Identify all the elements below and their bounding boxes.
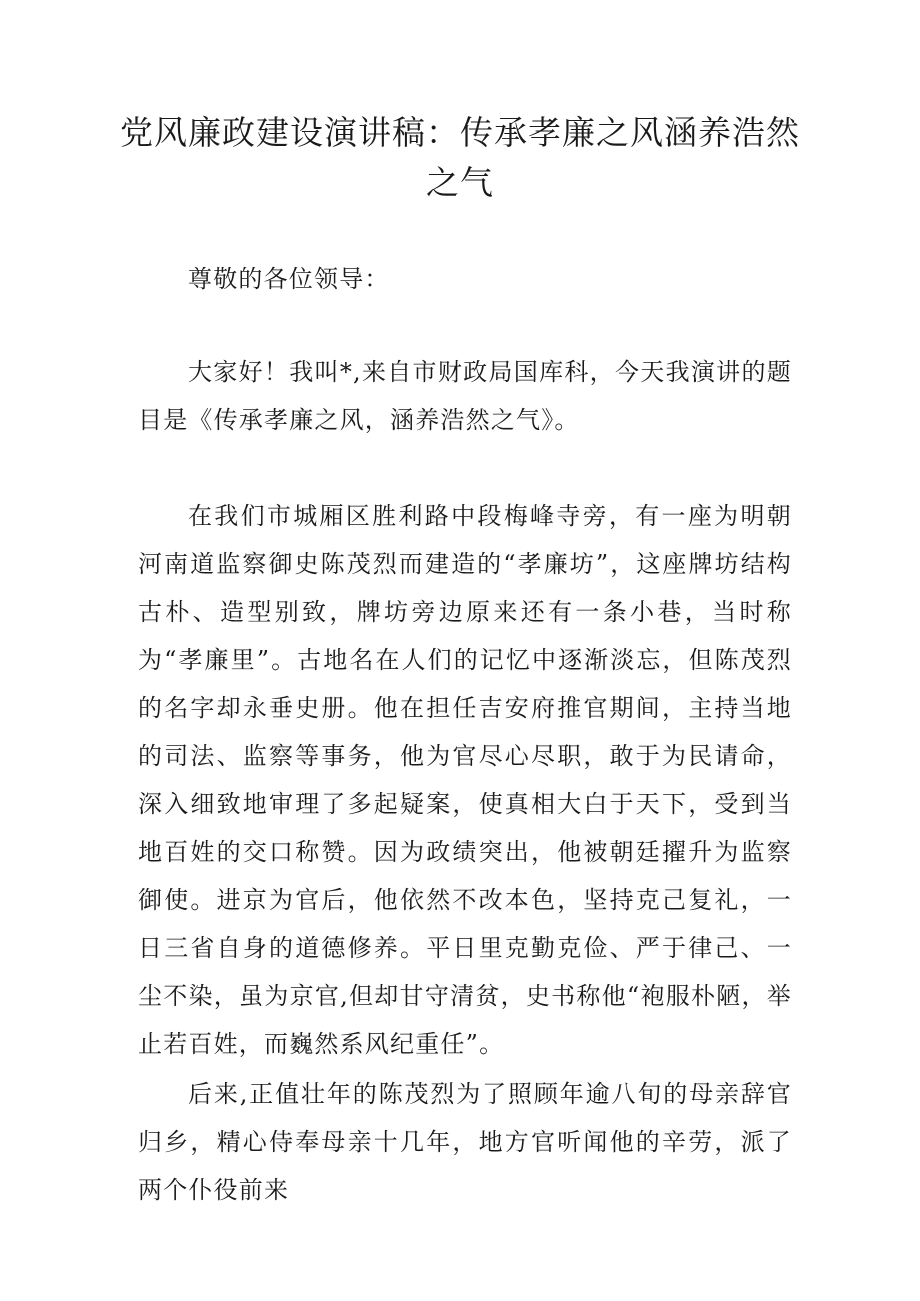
paragraph-3: 后来,正值壮年的陈茂烈为了照顾年逾八旬的母亲辞官归乡，精心侍奉母亲十几年，地方官听闻他的辛劳，派了两个仆役前来 <box>138 1080 792 1204</box>
document-title: 党风廉政建设演讲稿：传承孝廉之风涵养浩然之气 <box>120 113 800 202</box>
paragraph-1: 大家好！我叫*,来自市财政局国库科，今天我演讲的题目是《传承孝廉之风，涵养浩然之气》。 <box>138 358 792 434</box>
salutation: 尊敬的各位领导： <box>188 265 390 293</box>
paragraph-2: 在我们市城厢区胜利路中段梅峰寺旁，有一座为明朝河南道监察御史陈茂烈而建造的“孝廉坊”，这座牌坊结构古朴、造型别致，牌坊旁边原来还有一条小巷，当时称为“孝廉里”。古地名在人们的记忆中逐渐淡忘，但陈茂烈的名字却永垂史册。他在担任吉安府推官期间，主持当地的司法、监察等事务，他为官尽心尽职，敢于为民请命，深入细致地审理了多起疑案，使真相大白于天下，受到当地百姓的交口称赞。因为政绩突出，他被朝廷擢升为监察御使。进京为官后，他依然不改本色，坚持克己复礼，一日三省自身的道德修养。平日里克勤克俭、严于律己、一尘不染，虽为京官,但却甘守清贫，史书称他“袍服朴陋，举止若百姓，而巍然系风纪重任”。 <box>138 502 792 1058</box>
